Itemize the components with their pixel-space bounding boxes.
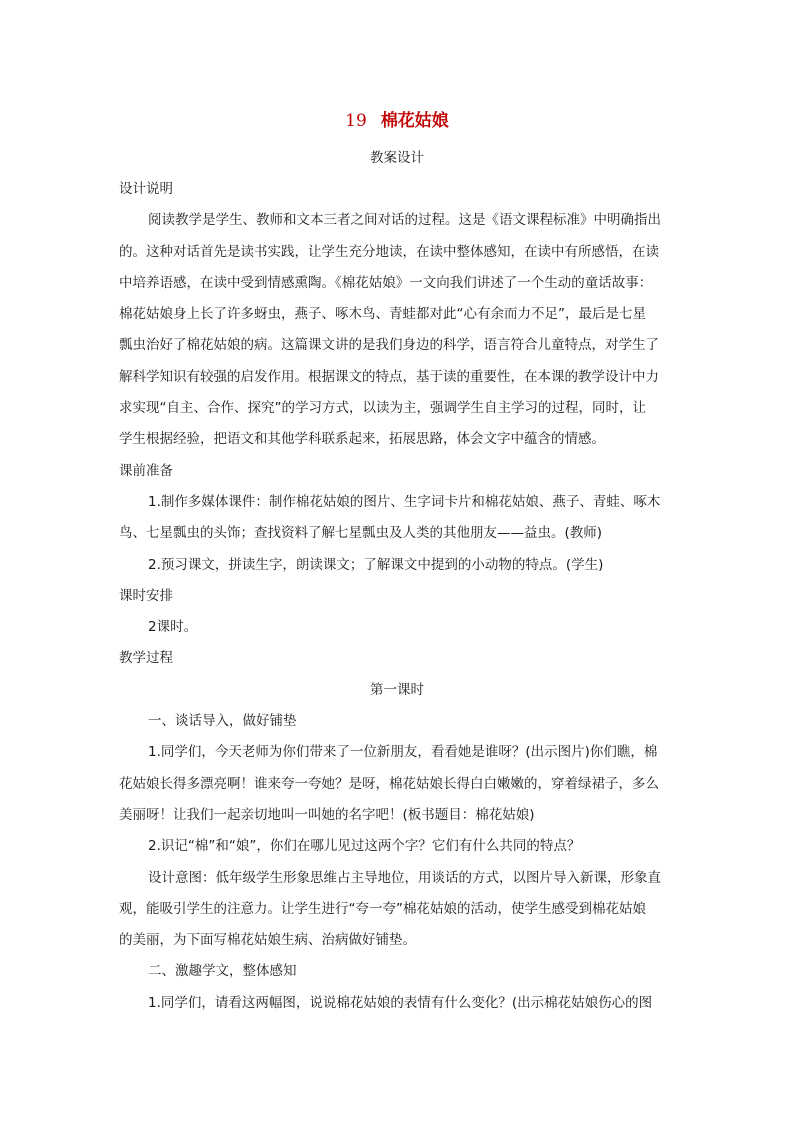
lesson-number: 19 [345, 111, 367, 131]
paragraph-line: 花姑娘长得多漂亮啊！谁来夸一夸她？是呀，棉花姑娘长得白白嫩嫩的，穿着绿裙子，多么 [119, 775, 659, 792]
document-body [119, 174, 675, 1019]
section-heading: 课前准备 [119, 462, 173, 479]
paragraph-line: 2.识记“棉”和“娘”，你们在哪儿见过这两个字？它们有什么共同的特点？ [148, 838, 581, 855]
paragraph-line: 2.预习课文，拼读生字，朗读课文；了解课文中提到的小动物的特点。(学生) [148, 556, 604, 573]
section-heading: 课时安排 [119, 587, 173, 604]
paragraph-line: 的。这种对话首先是读书实践，让学生充分地读，在读中整体感知，在读中有所感悟，在读 [119, 243, 659, 260]
paragraph-line: 阅读教学是学生、教师和文本三者之间对话的过程。这是《语文课程标准》中明确指出 [148, 212, 661, 229]
section-heading: 设计说明 [119, 181, 173, 197]
paragraph-line: 1.同学们，请看这两幅图，说说棉花姑娘的表情有什么变化？(出示棉花姑娘伤心的图 [148, 994, 653, 1011]
paragraph-line: 中培养语感，在读中受到情感熏陶。《棉花姑娘》一文向我们讲述了一个生动的童话故事： [119, 274, 653, 291]
paragraph-line: 求实现“自主、合作、探究”的学习方式，以读为主，强调学生自主学习的过程，同时，让 [119, 400, 646, 417]
paragraph-line: 设计意图：低年级学生形象思维占主导地位，用谈话的方式，以图片导入新课，形象直 [148, 869, 661, 886]
section-heading: 教学过程 [119, 650, 173, 667]
paragraph-line: 鸟、七星瓢虫的头饰；查找资料了解七星瓢虫及人类的其他朋友——益虫。(教师) [119, 525, 603, 542]
paragraph-line: 2课时。 [148, 619, 198, 636]
paragraph-line: 学生根据经验，把语文和其他学科联系起来，拓展思路，体会文字中蕴含的情感。 [119, 431, 605, 448]
paragraph-line: 1.同学们，今天老师为你们带来了一位新朋友，看看她是谁呀？(出示图片)你们瞧，棉 [148, 744, 658, 761]
page-title [0, 106, 794, 131]
paragraph-line: 棉花姑娘身上长了许多蚜虫，燕子、啄木鸟、青蛙都对此“心有余而力不足”，最后是七星 [119, 306, 646, 323]
page-subtitle: 教案设计 [370, 150, 424, 166]
paragraph-line: 观，能吸引学生的注意力。让学生进行“夸一夸”棉花姑娘的活动，使学生感受到棉花姑娘 [119, 900, 646, 917]
lesson-title: 棉花姑娘 [380, 111, 449, 131]
step-heading: 一、谈话导入，做好铺垫 [148, 713, 297, 730]
paragraph-line: 的美丽，为下面写棉花姑娘生病、治病做好铺垫。 [119, 932, 416, 949]
paragraph-line: 美丽呀！让我们一起亲切地叫一叫她的名字吧！(板书题目：棉花姑娘) [119, 806, 535, 823]
step-heading: 二、激趣学文，整体感知 [148, 963, 297, 980]
paragraph-line: 1.制作多媒体课件：制作棉花姑娘的图片、生字词卡片和棉花姑娘、燕子、青蛙、啄木 [148, 493, 661, 510]
lesson-period-heading: 第一课时 [370, 681, 424, 698]
paragraph-line: 解科学知识有较强的启发作用。根据课文的特点，基于读的重要性，在本课的教学设计中力 [119, 368, 659, 385]
paragraph-line: 瓢虫治好了棉花姑娘的病。这篇课文讲的是我们身边的科学，语言符合儿童特点，对学生了 [119, 337, 659, 354]
